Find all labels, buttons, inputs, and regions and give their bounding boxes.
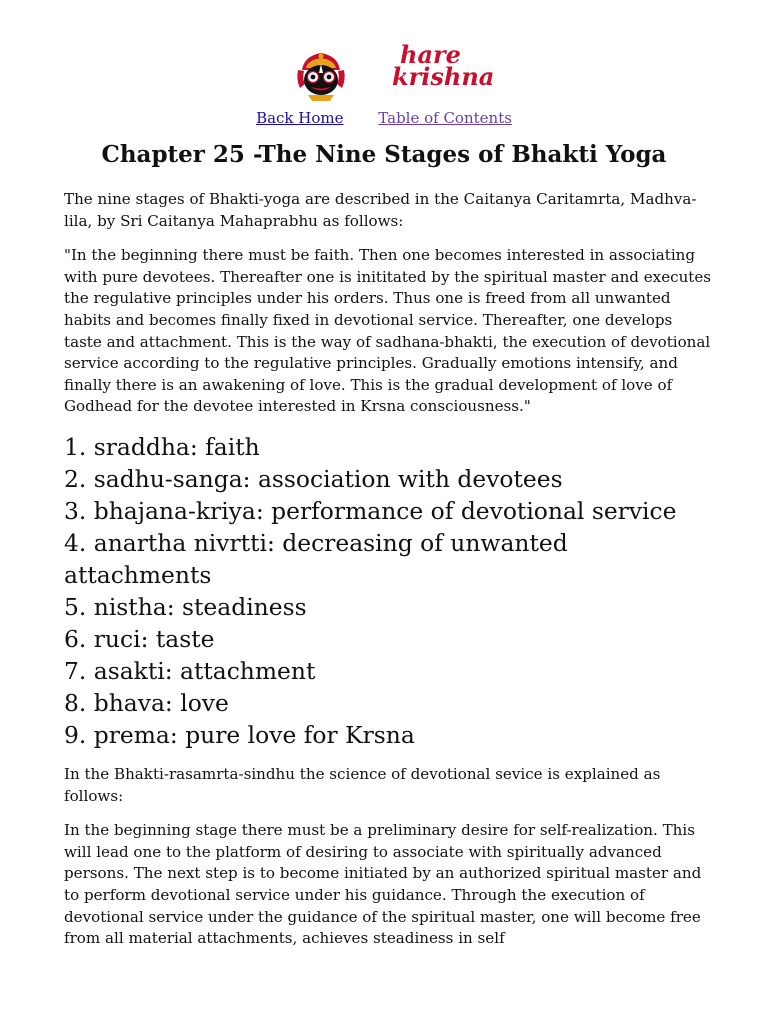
stage-item: 9. prema: pure love for Krsna [64, 720, 415, 749]
stage-item: 8. bhava: love [64, 688, 229, 717]
nine-stages-list [64, 431, 714, 751]
rasamrta-intro-paragraph: In the Bhakti-rasamrta-sindhu the science of devotional sevice is explained as follows: [64, 764, 661, 805]
logo-word-hare: hare [400, 40, 461, 69]
quote-paragraph: "In the beginning there must be faith. Then one becomes interested in associating with pure devotees. Thereafter one is inititated by the spiritual master and executes the regulative principles under his orders. Thus one is freed from all unwanted habits and becomes finally fixed in devotional service. Thereafter, one develops taste and attachment. This is the way of sadhana-bhakti, the execution of devotional service according to the regulative principles. Gradually emotions intensify, and finally there is an awakening of love. This is the gradual development of love of Godhead for the devotee interested in Krsna consciousness." [64, 246, 712, 416]
site-header [0, 40, 768, 108]
back-home-link[interactable]: Back Home [256, 109, 344, 127]
stage-item: 1. sraddha: faith [64, 432, 260, 461]
stage-item: 3. bhajana-kriya: performance of devotional service [64, 496, 677, 525]
beginning-stage-paragraph: In the beginning stage there must be a preliminary desire for self-realization. This will lead one to the platform of desiring to associate with spiritually advanced persons. The next step is to become initiated by an authorized spiritual master and to perform devotional service under his guidance. Through the execution of devotional service under the guidance of the spiritual master, one will become free from all material attachments, achieves steadiness in self [64, 821, 702, 948]
stage-item: 7. asakti: attachment [64, 656, 316, 685]
chapter-body [64, 189, 714, 950]
table-of-contents-link[interactable]: Table of Contents [378, 109, 512, 127]
site-logo-text [392, 40, 495, 91]
stage-item: 6. ruci: taste [64, 624, 215, 653]
logo-word-krishna: krishna [392, 62, 495, 91]
stage-item: 5. nistha: steadiness [64, 592, 307, 621]
top-nav [0, 108, 768, 128]
intro-paragraph: The nine stages of Bhakti-yoga are described in the Caitanya Caritamrta, Madhva-lila, by Sri Caitanya Mahaprabhu as follows: [64, 190, 697, 230]
stage-item: 4. anartha nivrtti: decreasing of unwanted attachments [64, 528, 568, 589]
jagannath-deity-icon [296, 50, 346, 102]
chapter-title: Chapter 25 -The Nine Stages of Bhakti Yoga [101, 141, 667, 168]
stage-item: 2. sadhu-sanga: association with devotees [64, 464, 563, 493]
